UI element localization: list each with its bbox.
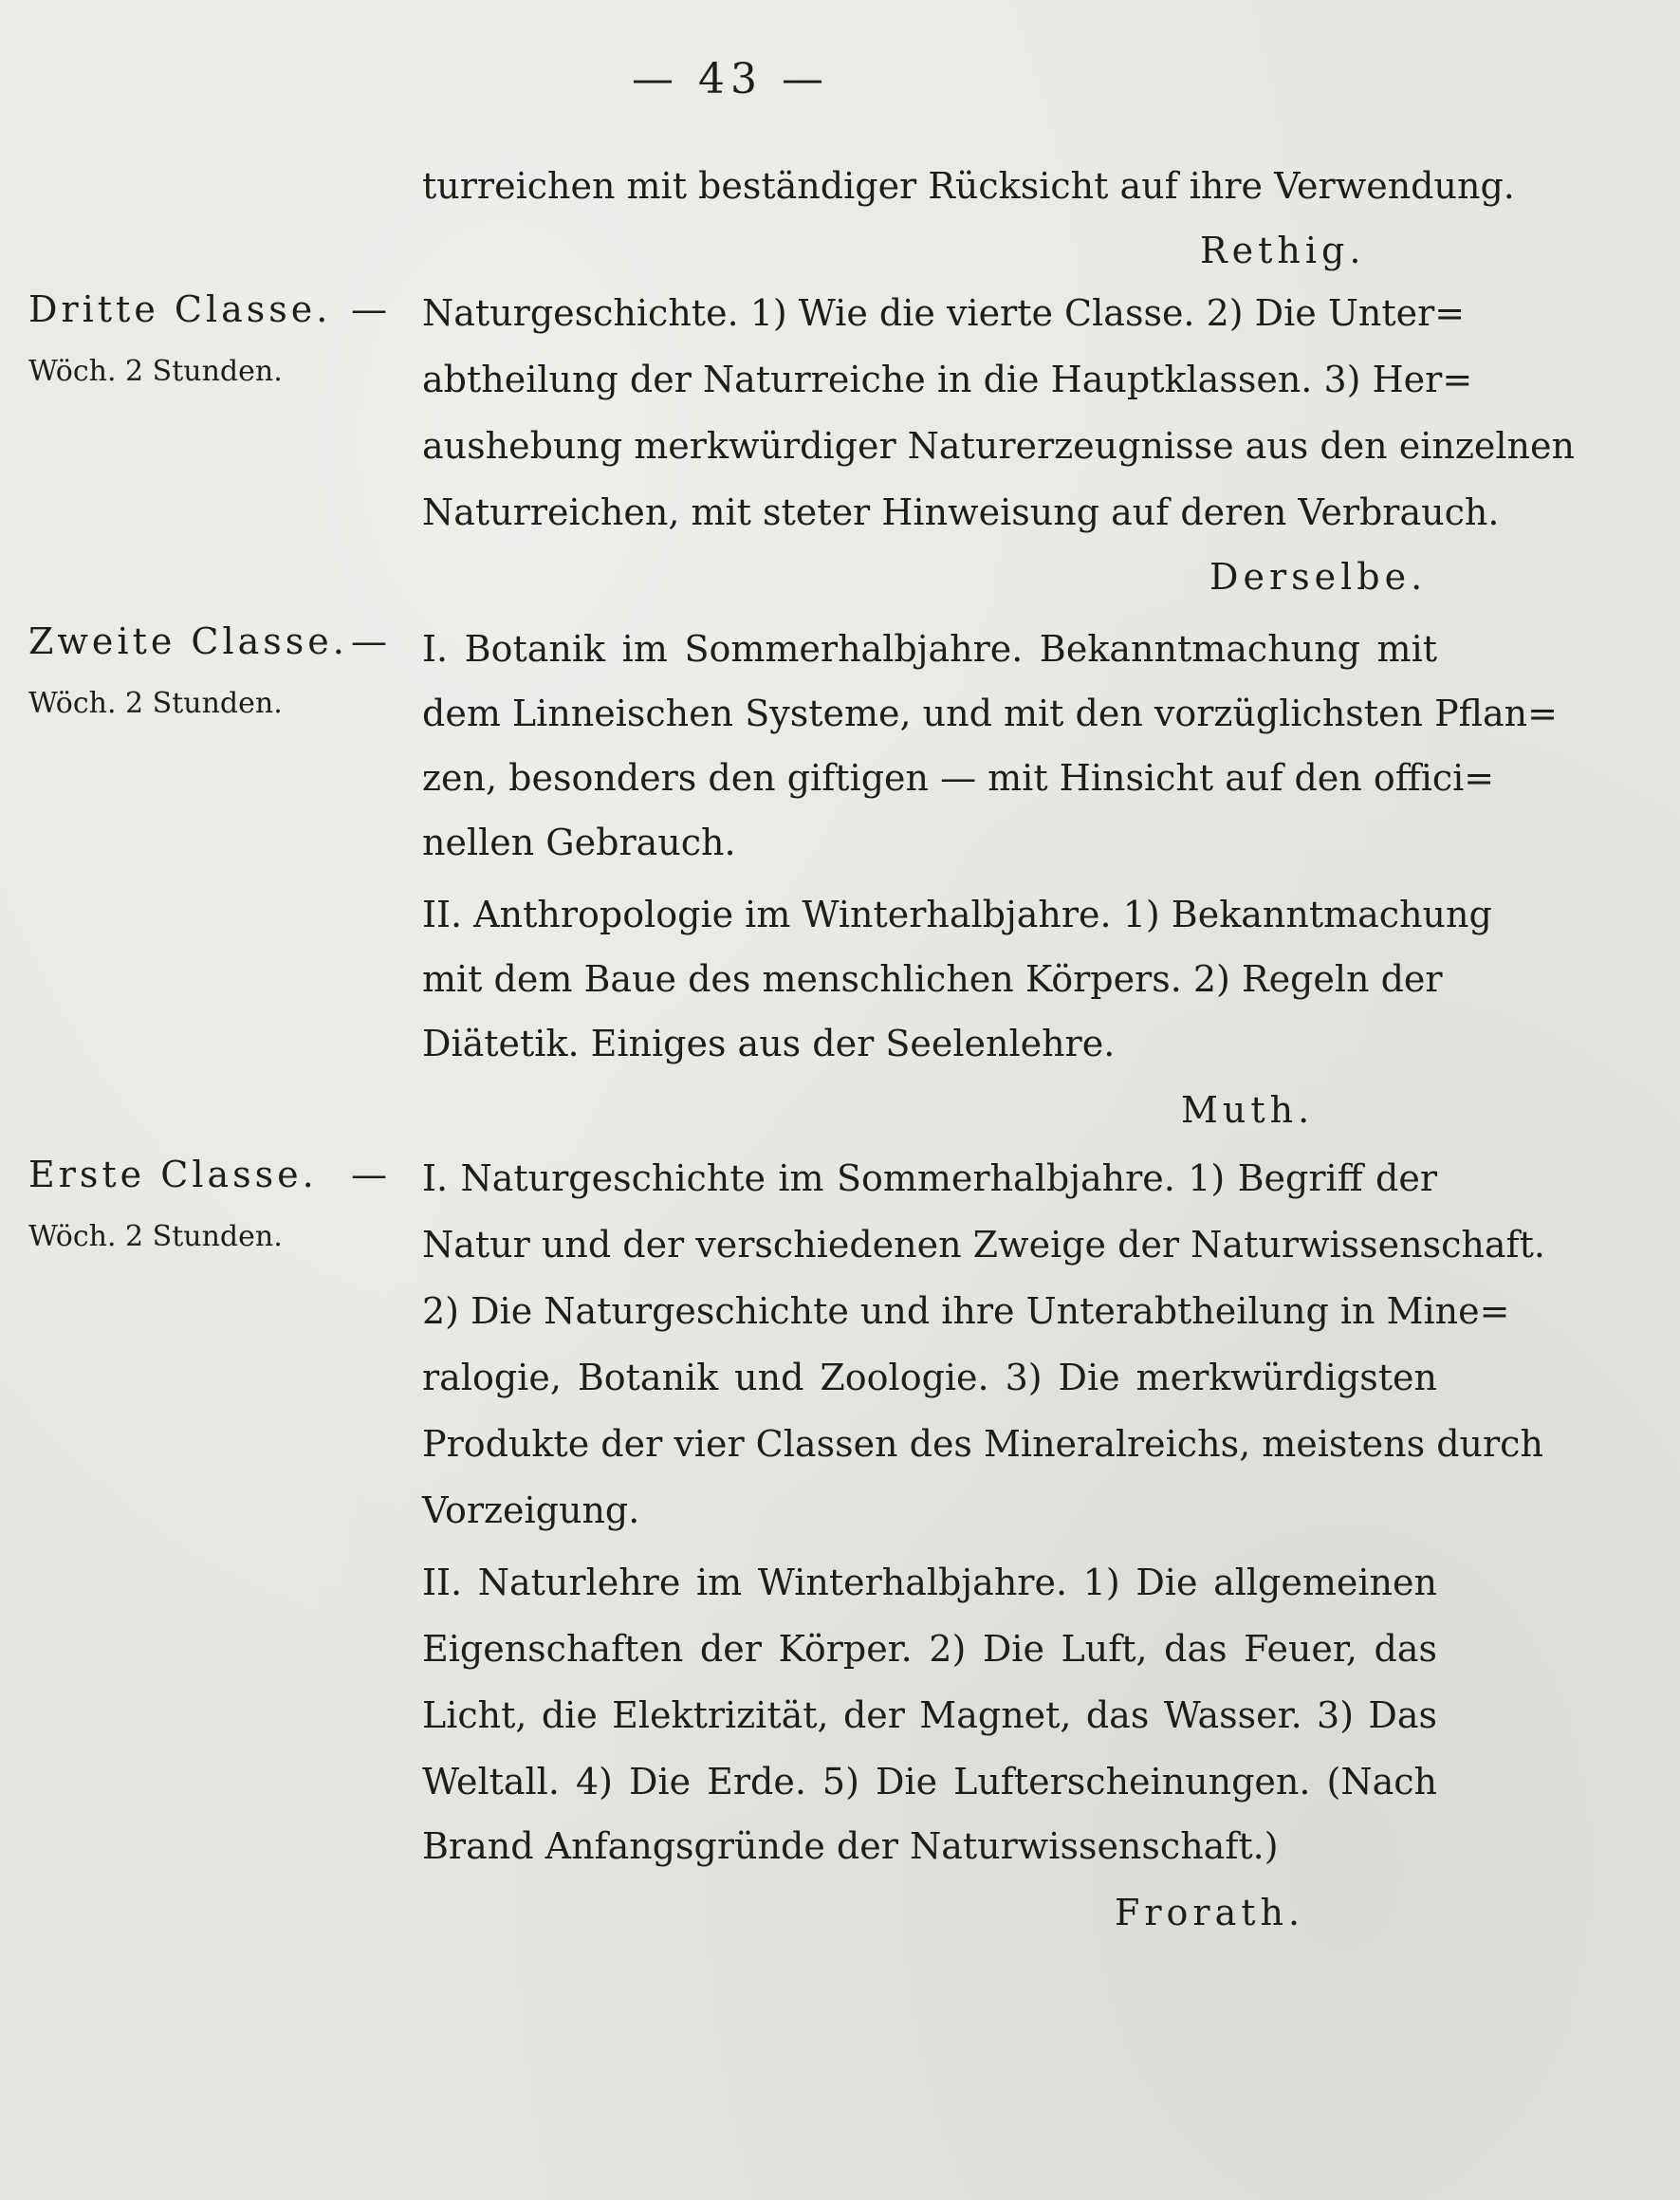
class-hours: Wöch. 2 Stunden.: [28, 355, 283, 388]
text-line: Produkte der vier Classen des Mineralreichs, meistens durch: [422, 1423, 1543, 1465]
text-line: Vorzeigung.: [422, 1489, 640, 1531]
text-line: dem Linneischen Systeme, und mit den vorzüglichsten Pflan=: [422, 693, 1558, 734]
class-hours: Wöch. 2 Stunden.: [28, 1220, 283, 1253]
text-line: Eigenschaften der Körper. 2) Die Luft, das Feuer, das: [422, 1628, 1437, 1670]
signature-frorath: Frorath.: [1115, 1892, 1305, 1933]
class-heading-erste: [28, 1152, 417, 1256]
text-line: Licht, die Elektrizität, der Magnet, das Wasser. 3) Das: [422, 1694, 1437, 1736]
text-line: ralogie, Botanik und Zoologie. 3) Die merkwürdigsten: [422, 1357, 1437, 1398]
text-line: I. Botanik im Sommerhalbjahre. Bekanntmachung mit: [422, 628, 1437, 670]
class-heading-dritte: [28, 287, 417, 391]
text-line: abtheilung der Naturreiche in die Hauptklassen. 3) Her=: [422, 359, 1473, 400]
text-line: Naturreichen, mit steter Hinweisung auf deren Verbrauch.: [422, 491, 1500, 533]
page-number: — 43 —: [632, 55, 829, 103]
text-line: Naturgeschichte. 1) Wie die vierte Classe. 2) Die Unter=: [422, 292, 1466, 334]
text-line: zen, besonders den giftigen — mit Hinsicht auf den offici=: [422, 757, 1495, 799]
class-label: Dritte Classe.: [28, 288, 332, 330]
text-line: I. Naturgeschichte im Sommerhalbjahre. 1) Begriff der: [422, 1157, 1437, 1199]
class-heading-zweite: [28, 619, 417, 723]
text-line: Weltall. 4) Die Erde. 5) Die Lufterscheinungen. (Nach: [422, 1761, 1437, 1803]
class-dash: —: [351, 1154, 387, 1195]
signature-muth: Muth.: [1181, 1089, 1315, 1131]
text-line: 2) Die Naturgeschichte und ihre Unterabtheilung in Mine=: [422, 1290, 1510, 1332]
signature-derselbe: Derselbe.: [1209, 556, 1428, 598]
class-hours: Wöch. 2 Stunden.: [28, 687, 283, 720]
text-line: Brand Anfangsgründe der Naturwissenschaft.): [422, 1825, 1279, 1867]
text-line: II. Anthropologie im Winterhalbjahre. 1) Bekanntmachung: [422, 894, 1492, 935]
text-line: nellen Gebrauch.: [422, 822, 736, 863]
text-line: Diätetik. Einiges aus der Seelenlehre.: [422, 1023, 1116, 1064]
signature-rethig: Rethig.: [1200, 230, 1366, 271]
text-line: II. Naturlehre im Winterhalbjahre. 1) Die allgemeinen: [422, 1562, 1437, 1603]
text-line: Natur und der verschiedenen Zweige der Naturwissenschaft.: [422, 1224, 1545, 1266]
text-line: aushebung merkwürdiger Naturerzeugnisse aus den einzelnen: [422, 425, 1575, 467]
text-line: turreichen mit beständiger Rücksicht auf ihre Verwendung.: [422, 165, 1515, 207]
class-dash: —: [351, 288, 387, 330]
text-line: mit dem Baue des menschlichen Körpers. 2) Regeln der: [422, 958, 1443, 1000]
class-label: Erste Classe.: [28, 1154, 318, 1195]
class-dash: —: [351, 620, 387, 662]
class-label: Zweite Classe.: [28, 620, 348, 662]
